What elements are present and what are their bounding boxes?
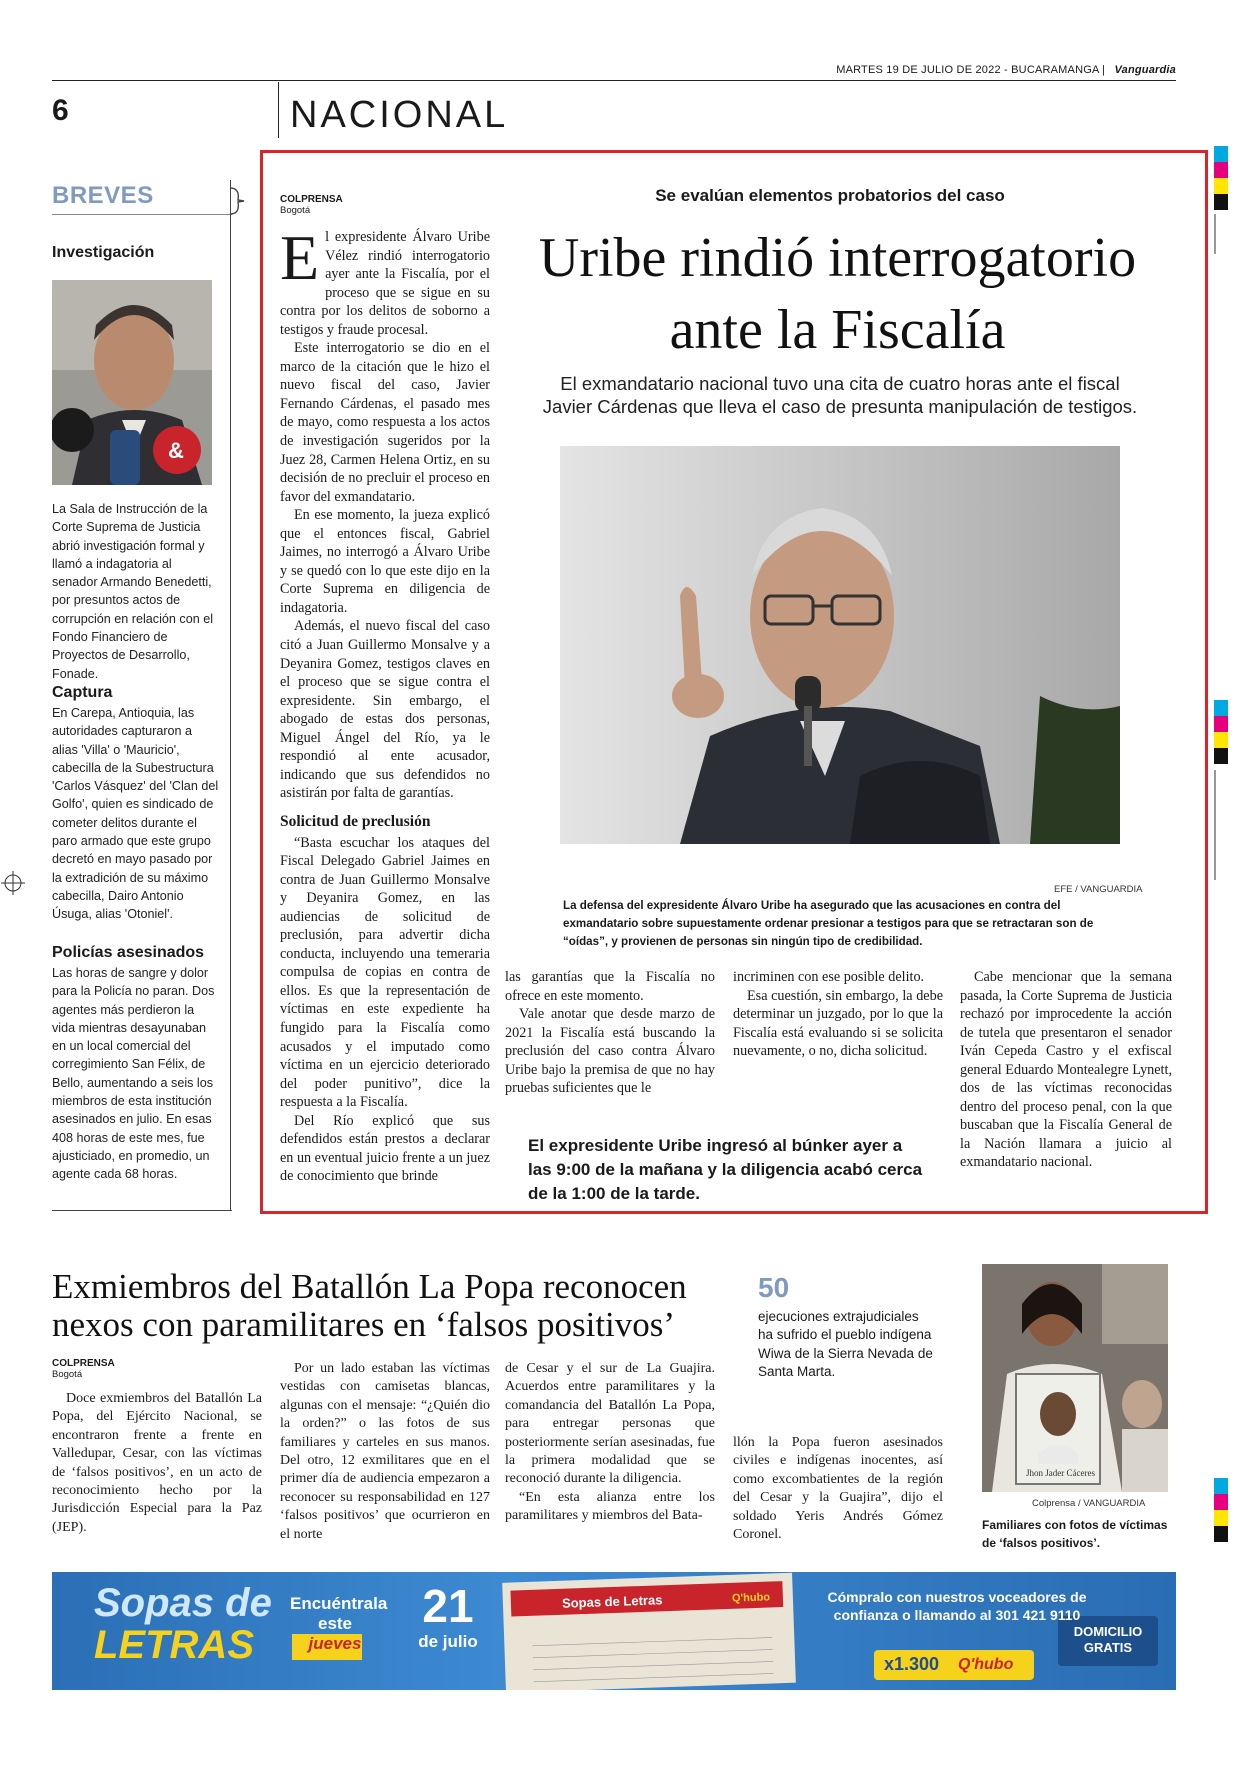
second-byline: COLPRENSA Bogotá	[52, 1358, 115, 1380]
page-number: 6	[52, 94, 69, 127]
stat-number: 50	[758, 1272, 790, 1303]
second-caption: Familiares con fotos de víctimas de ‘falsos positivos’.	[982, 1518, 1168, 1550]
ad-brand: Q'hubo	[958, 1656, 1014, 1673]
second-column-2: Por un lado estaban las víctimas vestidas con camisetas blancas, algunas con el mensaje: “¿Quién dio la orden?” o las fotos de sus familiares y carteles en sus manos. Del otro, 12 exmilitares que en el primer día de audiencia empezaron a reconocer su responsabilidad en 127 ‘falsos positivos’ que ocurrieron en el norte	[280, 1361, 490, 1542]
ad-price: x1.300	[884, 1654, 940, 1674]
breve-text-policias: Las horas de sangre y dolor para la Policía no paran. Dos agentes más perdieron la vida mientras desayunaban en un local comercial del corregimiento San Félix, de Bello, aumentando a seis los miembros de esta institución asesinados en julio. En esas 408 horas de este mes, fue ajusticiado, en promedio, un agente cada 68 horas.	[52, 966, 215, 1182]
section-divider	[278, 82, 279, 138]
second-headline: Exmiembros del Batallón La Popa reconocen nexos con paramilitares en ‘falsos positivos’	[52, 1267, 687, 1344]
breves-rule	[52, 214, 232, 215]
sidebar-bottom-rule	[52, 1210, 232, 1211]
breve-heading-captura: Captura	[52, 684, 113, 701]
svg-text:&: &	[168, 438, 184, 463]
main-byline: COLPRENSA Bogotá	[280, 194, 343, 216]
breve-text-investigacion: La Sala de Instrucción de la Corte Suprema de Justicia abrió investigación formal y llamó a indagatoria al senador Armando Benedetti, por presuntos actos de corrupción en relación con el Fondo Financiero de Proyectos de Desarrollo, Fonade.	[52, 502, 214, 681]
second-photo-credit: Colprensa / VANGUARDIA	[1032, 1498, 1146, 1509]
color-bar-middle	[1214, 700, 1228, 764]
color-bar-tick	[1214, 770, 1216, 880]
color-bar-top	[1214, 146, 1228, 210]
stat-text: ejecuciones extrajudiciales ha sufrido el pueblo indígena Wiwa de la Sierra Nevada de Santa Marta.	[758, 1309, 933, 1379]
section-title: NACIONAL	[290, 94, 509, 136]
subhead-preclusion: Solicitud de preclusión	[280, 812, 431, 830]
pull-quote: El expresidente Uribe ingresó al búnker ayer a las 9:00 de la mañana y la diligencia acabó cerca de la 1:00 de la tarde.	[528, 1136, 923, 1203]
victims-family-photo	[982, 1264, 1168, 1492]
ad-find-text: Encuéntrala este jueves	[290, 1594, 388, 1653]
main-dateline: Bogotá	[280, 205, 311, 216]
registration-mark	[0, 870, 26, 896]
sidebar-rule	[230, 180, 231, 1210]
sopas-de-letras-ad[interactable]	[52, 1572, 1176, 1690]
brand-logo: Vanguardia	[1114, 64, 1176, 76]
color-bar-tick	[1214, 214, 1216, 254]
breve-text-captura: En Carepa, Antioquia, las autoridades capturaron a alias 'Villa' o 'Mauricio', cabecilla de la Subestructura 'Carlos Vásquez' del 'Clan del Golfo', quien es sindicado de cometer delitos durante el paro armado que este grupo decretó en mayo pasado por la extradición de su máximo cabecilla, Dairo Antonio Úsuga, alias 'Otoniel'.	[52, 706, 219, 922]
bracket-mark	[228, 186, 246, 216]
breve-heading-investigacion: Investigación	[52, 244, 155, 261]
second-column-3: de Cesar y el sur de La Guajira. Acuerdos entre paramilitares y la comandancia del Batallón La Popa, para entregar personas que posteriormente serían asesinadas, fue la primera modalidad que se reconoció durante la diligencia. “En esta alianza entre los paramilitares y miembros del Bata-	[505, 1361, 715, 1524]
ad-delivery: DOMICILIO GRATIS	[1073, 1624, 1143, 1655]
second-column-4: llón la Popa fueron asesinados civiles e indígenas inocentes, así como excombatientes de la región del Cesar y la Guajira”, dijo el soldado Yeris Andrés Gómez Coronel.	[733, 1435, 943, 1543]
benedetti-photo	[52, 280, 212, 485]
ad-date: 21 de julio	[418, 1580, 478, 1651]
main-column-2: las garantías que la Fiscalía no ofrece en este momento. Vale anotar que desde marzo de 2021 la Fiscalía está buscando la preclusión del caso contra Álvaro Uribe bajo la premisa de que no hay pruebas suficientes que le	[505, 969, 715, 1097]
header-rule	[52, 80, 1176, 81]
breve-heading-policias: Policías asesinados	[52, 944, 205, 961]
main-column-4: Cabe mencionar que la semana pasada, la Corte Suprema de Justicia rechazó por improcedente la acción de tutela que presentaron el senador Iván Cepeda Castro y el exfiscal general Eduardo Montealegre Lynett, dos de las víctimas reconocidas dentro del proceso penal, con la que buscaban que la Fiscalía General de la Nación llamara a juicio al exmandatario nacional.	[960, 969, 1172, 1171]
main-caption: La defensa del expresidente Álvaro Uribe ha asegurado que las acusaciones en contra del exmandatario sobre supuestamente ordenar presionar a testigos para que se retractaran son de “oídas”, y provienen de personas sin ningún tipo de credibilidad.	[563, 899, 1094, 948]
date-line: MARTES 19 DE JULIO DE 2022 - BUCARAMANGA | Vanguardia	[836, 64, 1176, 76]
photo-sign-text: Jhon Jader Cáceres	[1026, 1468, 1095, 1478]
main-deck: El exmandatario nacional tuvo una cita de cuatro horas ante el fiscal Javier Cárdenas que lleva el caso de presunta manipulación de testigos.	[542, 373, 1138, 417]
main-column-1: El expresidente Álvaro Uribe Vélez rindió interrogatorio ayer ante la Fiscalía, por el proceso que se sigue en su contra por los delitos de soborno a testigos y fraude procesal. Este interrogatorio se dio en el marco de la citación que le hizo el nuevo fiscal del caso, Javier Fernando Cárdenas, el pasado mes de mayo, como respuesta a los actos de investigación sugeridos por la Juez 28, Carmen Helena Ortiz, en su decisión de no precluir el proceso en favor del exmandatario. En ese momento, la jueza explicó que el entonces fiscal, Gabriel Jaimes, no interrogó a Álvaro Uribe y se quedó con lo que este dijo en la Corte Suprema en diligencia de indagatoria. Además, el nuevo fiscal del caso citó a Juan Guillermo Monsalve y a Deyanira Gomez, testigos claves en el proceso que se sigue contra el expresidente. Sin embargo, el abogado de estas dos personas, Miguel Ángel del Río, ya le respondió al ente acusador, indicando que sus defendidos no asistirán por falta de garantías. Solicitud de preclusión “Basta escuchar los ataques del Fiscal Delegado Gabriel Jaimes en contra de Juan Guillermo Monsalve y Deyanira Gomez, en las audiencias de solicitud de preclusión, para advertir dicha conducta, incluyendo una temeraria compulsa de copias en contra de ellos. Es que la representación de víctimas en este expediente ha fungido para la Fiscalía como acusados y el imputado como víctima en un ejercicio deteriorado del poder punitivo”, dice la respuesta a la Fiscalía. Del Río explicó que sus defendidos están prestos a declarar en un eventual juicio frente a un juez de conocimiento que brinde	[280, 222, 490, 1185]
ad-logo: Sopas de LETRAS	[94, 1581, 272, 1667]
main-headline: Uribe rindió interrogatorio ante la Fiscalía	[538, 227, 1137, 361]
ad-mini-brand: Q'hubo	[731, 1591, 771, 1605]
main-photo-credit: EFE / VANGUARDIA	[1054, 884, 1143, 895]
breves-title: BREVES	[52, 182, 154, 209]
color-bar-bottom	[1214, 1478, 1228, 1542]
kicker: Se evalúan elementos probatorios del caso	[655, 186, 1005, 205]
second-dateline: Bogotá	[52, 1369, 83, 1380]
uribe-photo	[560, 446, 1120, 844]
second-column-1: Doce exmiembros del Batallón La Popa, del Ejército Nacional, se encontraron frente a frente en Valledupar, Cesar, con las víctimas de ‘falsos positivos’, en un acto de reconocimiento hecho por la Jurisdicción Especial para la Paz (JEP).	[52, 1391, 262, 1535]
ad-mini-title: Sopas de Letras	[561, 1592, 663, 1611]
drop-cap: E	[280, 222, 320, 293]
ad-buy-text: Cómpralo con nuestros voceadores de confianza o llamando al 301 421 9110	[827, 1589, 1087, 1623]
main-column-3: incriminen con ese posible delito. Esa cuestión, sin embargo, la debe determinar un juzgado, por lo que la Fiscalía está evaluando si se solicita nuevamente, o no, dicha solicitud.	[733, 969, 943, 1060]
